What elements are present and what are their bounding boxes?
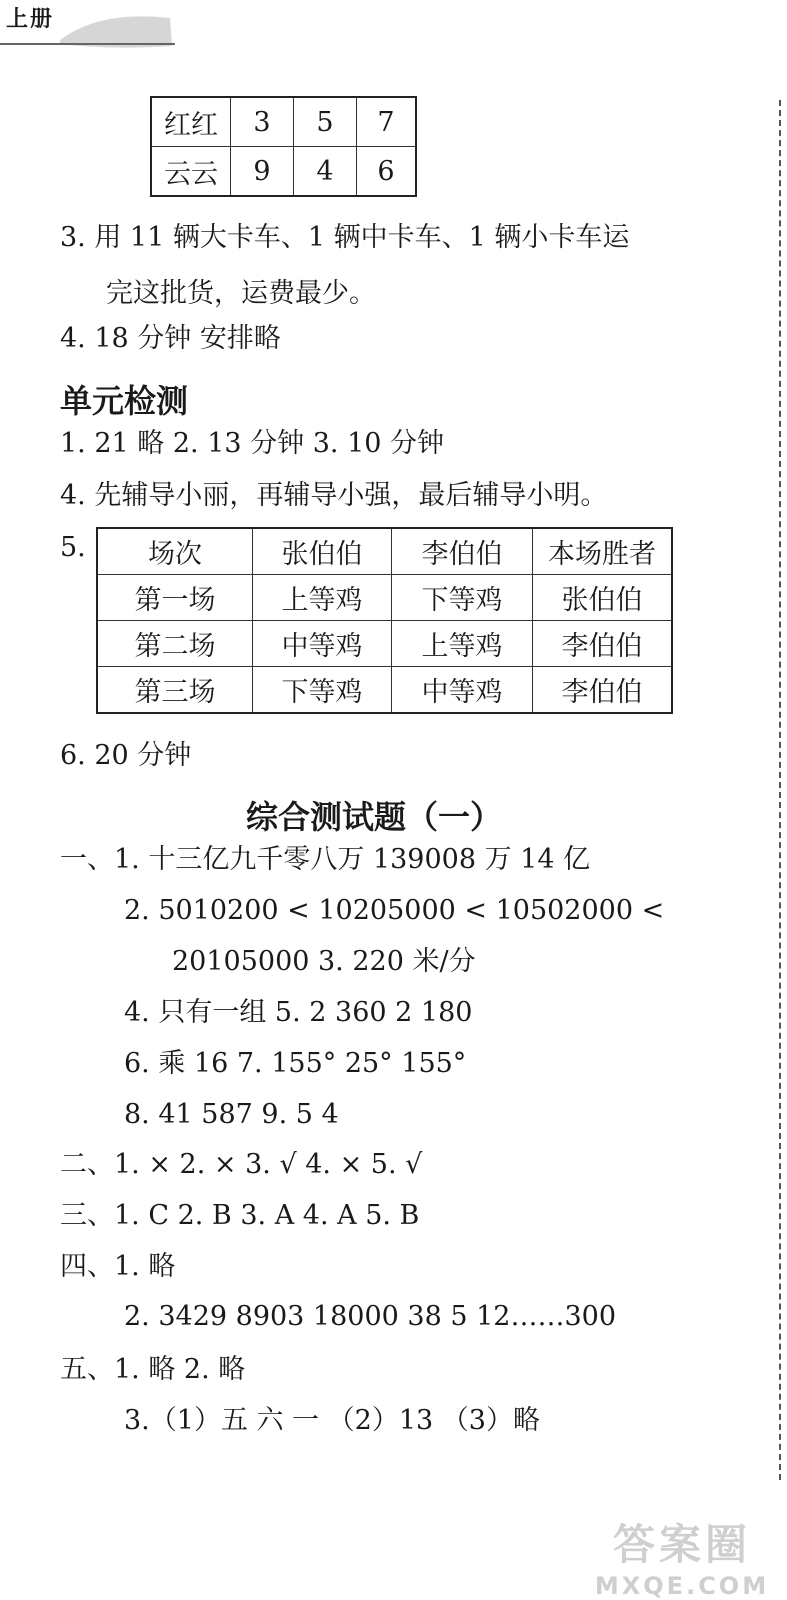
table-cell: 第一场 — [97, 575, 253, 621]
cut-line — [779, 100, 781, 1480]
table-cell: 张伯伯 — [533, 575, 673, 621]
table-cell: 红红 — [151, 97, 231, 147]
table-cell: 9 — [231, 147, 294, 197]
table-cell: 中等鸡 — [392, 667, 533, 714]
page-header — [0, 0, 180, 52]
answer-line: 1. 21 略 2. 13 分钟 3. 10 分钟 — [60, 428, 445, 459]
section-title-comprehensive-test: 综合测试题（一） — [246, 798, 503, 836]
table-row — [151, 97, 416, 147]
table-cell: 下等鸡 — [392, 575, 533, 621]
question-number: 5. — [60, 532, 86, 563]
answer-line: 20105000 3. 220 米/分 — [172, 946, 476, 977]
table-row — [97, 621, 672, 667]
table-cell: 6 — [357, 147, 417, 197]
table-cell: 下等鸡 — [253, 667, 392, 714]
table-cell: 上等鸡 — [253, 575, 392, 621]
table-header: 场次 — [97, 528, 253, 575]
answer-line: 2. 3429 8903 18000 38 5 12……300 — [124, 1301, 616, 1332]
answer-line: 4. 只有一组 5. 2 360 2 180 — [124, 997, 473, 1028]
table-header-row — [97, 528, 672, 575]
comparison-table — [150, 96, 417, 197]
watermark-text: 答案圈 — [612, 1520, 751, 1569]
table-cell: 5 — [294, 97, 357, 147]
answer-line: 2. 5010200 < 10205000 < 10502000 < — [124, 895, 665, 926]
answer-line: 一、1. 十三亿九千零八万 139008 万 14 亿 — [60, 844, 591, 875]
book-volume-label: 上册 — [6, 7, 55, 32]
watermark-url: MXQE.COM — [594, 1572, 770, 1600]
answer-line: 三、1. C 2. B 3. A 4. A 5. B — [60, 1200, 420, 1231]
table-header: 本场胜者 — [533, 528, 673, 575]
table-cell: 上等鸡 — [392, 621, 533, 667]
match-results-table — [96, 527, 673, 714]
answer-line: 4. 先辅导小丽，再辅导小强，最后辅导小明。 — [60, 480, 608, 511]
answer-line: 6. 20 分钟 — [60, 740, 192, 771]
table-cell: 第三场 — [97, 667, 253, 714]
table-cell: 李伯伯 — [533, 667, 673, 714]
answer-line: 五、1. 略 2. 略 — [60, 1354, 246, 1385]
table-header: 张伯伯 — [253, 528, 392, 575]
table-cell: 中等鸡 — [253, 621, 392, 667]
table-row — [97, 667, 672, 714]
answer-line: 3. 用 11 辆大卡车、1 辆中卡车、1 辆小卡车运 — [60, 222, 630, 253]
answer-line: 8. 41 587 9. 5 4 — [124, 1099, 339, 1130]
table-row — [151, 147, 416, 197]
answer-line: 6. 乘 16 7. 155° 25° 155° — [124, 1048, 467, 1079]
table-cell: 3 — [231, 97, 294, 147]
table-cell: 云云 — [151, 147, 231, 197]
table-cell: 李伯伯 — [533, 621, 673, 667]
watermark-logo — [587, 1512, 777, 1600]
table-header: 李伯伯 — [392, 528, 533, 575]
section-title-unit-test: 单元检测 — [60, 382, 189, 420]
table-row — [97, 575, 672, 621]
table-cell: 第二场 — [97, 621, 253, 667]
answer-line: 4. 18 分钟 安排略 — [60, 323, 281, 354]
table-cell: 7 — [357, 97, 417, 147]
answer-line: 四、1. 略 — [60, 1251, 176, 1282]
answer-line: 3.（1）五 六 一 （2）13 （3）略 — [124, 1405, 540, 1436]
answer-line: 二、1. × 2. × 3. √ 4. × 5. √ — [60, 1149, 423, 1180]
table-cell: 4 — [294, 147, 357, 197]
answer-line: 完这批货，运费最少。 — [106, 278, 376, 309]
